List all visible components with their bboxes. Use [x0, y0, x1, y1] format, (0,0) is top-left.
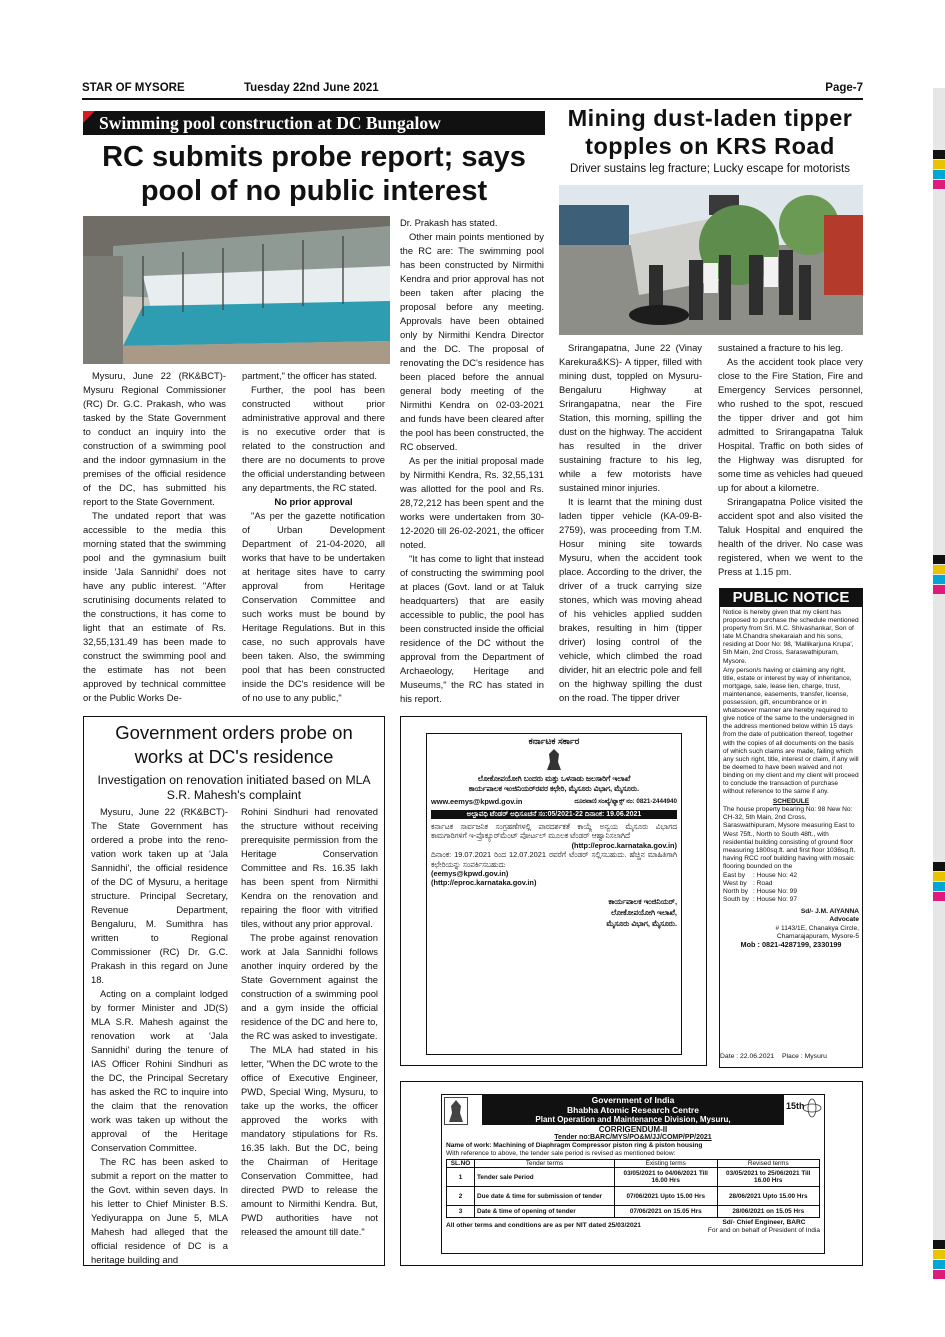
table-header-cell: Existing terms	[615, 1160, 718, 1168]
story3-col2-para: Rohini Sindhuri had renovated the structure without receiving prerequisite permission from the Heritage Conservation Committee and Rs. 16.35 lakh has been spent from Nirmithi Kendra on the renovation and repairing the floor with vitrified tiles, without any prior approval.	[241, 806, 378, 929]
barc-ad-inner	[441, 1094, 825, 1254]
ad-phone: ದೂರವಾಣಿ ಸಂಖ್ಯೆ/ಫ್ಯಾಕ್ಸ್ ನಂ: 0821-2444940	[574, 798, 677, 806]
story3-col1-para: Acting on a complaint lodged by former Minister and JD(S) MLA S.R. Mahesh against the renovation work at 'Jala Sannidhi' during the tenure of IAS Officer Rohini Sindhuri as the DC, the Principal Secretary has asked the RC to inquire into the claim that the renovation work was taken up without the approval of the Heritage Conservation Committee.	[91, 988, 228, 1153]
ad-portal2: (http://eproc.karnataka.gov.in)	[431, 878, 537, 888]
boundary-row: North by : House No: 99	[723, 888, 797, 896]
story2-column-2	[718, 341, 863, 579]
barc-footer: All other terms and conditions are as per NIT dated 25/03/2021	[446, 1222, 641, 1229]
story2-col2-para: Srirangapatna Police visited the accident spot and also visited the Taluk Hospital and enquired the health of the driver. No case was registered, when we went to the Press at 1.15 pm.	[718, 496, 863, 577]
barc-div: Plant Operation and Maintenance Division, Mysuru,	[482, 1115, 784, 1125]
ad-signature-3: ಮೈಸೂರು ವಿಭಾಗ, ಮೈಸೂರು.	[606, 918, 677, 928]
story2-col1-para: Srirangapatna, June 22 (Vinay Karekura&KS)- A tipper, filled with mining dust, toppled on Mysuru-Bengaluru Highway at Srirangapatna, near the Fire Station, this morning, spilling the dust on the highway. The accident has resulted in the driver sustaining fracture to his leg, while a few motorists have sustained minor injuries.	[559, 342, 702, 493]
ad-notice-number: ಅಲ್ಪಾವಧಿ ಟೆಂಡರ್ ಅಧಿಸೂಚನೆ ಸಂ:05/2021-22 ದಿನಾಂಕ: 19.06.2021	[431, 810, 677, 819]
story3-headline: Government orders probe on works at DC's residence	[115, 722, 353, 767]
ad-dept: ಲೋಕೋಪಯೋಗಿ ಬಂದರು ಮತ್ತು ಒಳನಾಡು ಜಲಸಾರಿಗೆ ಇಲಾಖೆ	[477, 774, 631, 784]
barc-work: Name of work: Machining of Diaphragm Compressor piston ring & piston housing	[446, 1142, 703, 1149]
kicker-text: Swimming pool construction at DC Bungalow	[99, 113, 441, 133]
issue-date: Tuesday 22nd June 2021	[244, 82, 379, 94]
kicker-bar	[83, 111, 545, 135]
paper-name: STAR OF MYSORE	[82, 82, 185, 94]
tipper-photo-image	[559, 185, 863, 335]
story2-subhead: Driver sustains leg fracture; Lucky escape for motorists	[570, 163, 850, 175]
table-cell: 28/06/2021 Upto 15.00 Hrs	[717, 1187, 820, 1206]
signer-role: Advocate	[829, 916, 859, 924]
public-notice-body: Notice is hereby given that my client has proposed to purchase the schedule mentioned property from Sri. M.C. Shivashankar, Son of late M.Chandra shekaraiah and his sons, residing at Door No: 98, 'Mallikarjuna Krupa', 5th Main, 2nd Cross, Saraswathipuram, Mysore.	[723, 609, 859, 665]
story2-col2-para: sustained a fracture to his leg.	[718, 342, 844, 353]
story3-column-1	[91, 805, 228, 1267]
ad-signature-1: ಕಾರ್ಯಪಾಲಕ ಇಂಜಿನಿಯರ್,	[608, 896, 677, 906]
signer-address-2: Chamarajapuram, Mysore-5	[776, 932, 859, 940]
story3-col1-para: Mysuru, June 22 (RK&BCT)- The State Government has ordered a probe into the reno-vation work taken up at 'Jala Sannidhi', the official residence of the DC of Mysuru, a heritage structure. Principal Secretary, Revenue Department, Bengaluru, M. Sumithra has written to Regional Commissioner (RC) Dr. G.C. Prakash in this regard on June 18.	[91, 806, 228, 985]
registration-mark	[933, 160, 945, 169]
barc-reference: With reference to above, the tender sale period is revised as mentioned below:	[446, 1150, 676, 1157]
barc-logo-text: 15th	[786, 1101, 805, 1111]
table-cell: 28/06/2021 on 15.05 Hrs	[717, 1206, 820, 1218]
story1-col2-para: partment," the officer has stated.	[242, 370, 377, 381]
signer-name: Sd/- J.M. AIYANNA	[800, 908, 859, 916]
table-cell: Due date & time for submission of tender	[475, 1187, 615, 1206]
story3-col1-para: The RC has been asked to submit a report on the matter to the Govt. within seven days. In his letter to Chief Minister B.S. Yediyurappa on June 5, MLA Mahesh had alleged that the official residence of DC is a heritage building and	[91, 1156, 228, 1265]
barc-tender-no: Tender no:BARC/MYS/PO&M/JJ/COMP/PP/2021	[554, 1134, 712, 1141]
public-notice-body2: Any person/s having or claiming any right, title, estate or interest by way of inheritance, mortgage, sale, lease lien, charge, trust, maintenance, easements, transfer, license, possession, gift, encumbrance or in whatsoever manner are hereby required to give notice of the same to the undersigned in the address mentioned below within 15 days from the date of publication thereof, together with the copies of all documents on the basis of which such claims are made, failing which any such right, title, interest or claim, if any will be deemed to have been waived and not binding on my client and my client will proceed to conclude the transaction of purchase without reference to the same if any.	[723, 666, 859, 796]
masthead	[82, 82, 863, 96]
table-header-row	[447, 1160, 820, 1168]
table-cell: 07/06/2021 on 15.05 Hrs	[615, 1206, 718, 1218]
story1-col3-para: Other main points mentioned by the RC are: The swimming pool has been constructed by Nirmithi Kendra and prior approval has not been taken after placing the proposal before any meeting. Approvals have been obtained only by Nirmithi Kendra Director and the DC. The proposal of renovating the DC's residence has been placed before the annual general body meeting of the Nirmithi Kendra on 02-03-2021 and funds have been cleared after the pool has been constructed, the RC observed.	[400, 231, 544, 452]
ad-email: www.eemys@kpwd.gov.in	[431, 797, 523, 807]
public-notice-title: PUBLIC NOTICE	[720, 589, 862, 607]
table-row	[447, 1187, 820, 1206]
ad-signature-2: ಲೋಕೋಪಯೋಗಿ ಇಲಾಖೆ,	[611, 907, 677, 917]
notice-footer	[720, 1053, 862, 1060]
table-header-cell: SL.NO	[447, 1160, 475, 1168]
story2-col2-para: As the accident took place very close to the Fire Station, Fire and Emergency Services personnel, who rushed to the spot, rescued the tipper driver and got him admitted to Srirangapatna Taluk Hospital. Traffic on both sides of the Highway was disrupted for some time as vehicles had queued up for about a kilometre.	[718, 356, 863, 493]
kannada-ad-outer	[400, 716, 707, 1066]
registration-mark	[933, 892, 945, 901]
story1-col3-para: As per the initial proposal made by Nirmithi Kendra, Rs. 32,55,131 was allotted for the pool and Rs. 28,72,212 has been spent and the works were undertaken from 30-12-2020 till 26-02-2021, the officer noted.	[400, 455, 544, 550]
schedule-title: SCHEDULE	[772, 798, 810, 806]
pool-photo	[83, 216, 390, 364]
registration-mark	[933, 585, 945, 594]
schedule-text: The house property bearing No: 98 New No: CH-32, 5th Main, 2nd Cross, Saraswathipuram, Mysore measuring East to West 75ft., North to South 48ft., with residential building consisting of ground floor measuring 1800sq.ft. and first floor 1036sq.ft. having RCC roof building having with mosaic flooring bounded on the	[723, 806, 856, 870]
table-header-cell: Revised terms	[717, 1160, 820, 1168]
state-emblem-icon	[544, 748, 564, 772]
table-cell: 03/05/2021 to 25/06/2021 Till 16.00 Hrs	[717, 1168, 820, 1187]
page-number: Page-7	[825, 82, 863, 94]
table-row	[447, 1206, 820, 1218]
boundaries-list	[723, 872, 859, 904]
ad-email2: (eemys@kpwd.gov.in)	[431, 869, 509, 879]
story3-col2-para: The MLA had stated in his letter, "When the DC wrote to the office of Executive Engineer, PWD, Special Wing, Mysuru, to take up the works, the officer approved the works with mandatory stipulations for Rs. 16.35 lakh. But the DC, being the Chairman of Heritage Conservation Committee, had directed PWD to release the amount to Nirmithi Kendra. But, PWD authorities have not released the amount till date."	[241, 1044, 378, 1237]
barc-emblem-icon	[444, 1097, 468, 1125]
registration-mark	[933, 1260, 945, 1269]
notice-date: Date : 22.06.2021	[720, 1053, 775, 1060]
barc-anniversary-logo	[786, 1097, 822, 1123]
registration-mark	[933, 150, 945, 159]
story1-headline: RC submits probe report; says pool of no public interest	[102, 141, 526, 207]
registration-mark	[933, 1240, 945, 1249]
table-cell: 3	[447, 1206, 475, 1218]
barc-ad-outer	[400, 1081, 863, 1266]
boundary-row: East by : House No: 42	[723, 872, 797, 879]
barc-terms-table	[446, 1159, 820, 1218]
story3-col2-para: The probe against renovation work at Jala Sannidhi follows another inquiry ordered by the State Government against the construction of a swimming pool and a gym inside the official residence of the DC and here to, the RC was asked to investigate.	[241, 932, 378, 1041]
story1-subhead: No prior approval	[274, 496, 353, 507]
print-margin-strip	[933, 88, 945, 1248]
story1-col3-para: "It has come to light that instead of constructing the swimming pool at places (Govt. land or at Taluk headquarters) that are easily accessible to public, the pool has been constructed inside the official residence of the DC without the approval from the Department of Archaeology, Heritage and Museums," the RC has stated in his report.	[400, 553, 544, 704]
barc-gov: Government of India	[482, 1095, 784, 1105]
signer-address-1: # 1143/1E, Chanakya Circle,	[775, 924, 859, 932]
story1-column-3	[400, 216, 544, 706]
story1-col1-para: The undated report that was accessible to the media this morning stated that the swimming pool and the gymnasium built inside 'Jala Sannidhi' does not have any public interest. "After scrutinising documents related to the constructions, it has come to light that an estimate of Rs. 32,55,131.49 has been made to construct the swimming pool and the estimate has not been approved by technical committee or the Public Works De-	[83, 510, 226, 703]
story1-col1-para: Mysuru, June 22 (RK&BCT)- Mysuru Regional Commissioner (RC) Dr. G.C. Prakash, who was tasked by the State Government to conduct an inquiry into the construction of a swimming pool and the indoor gymnasium in the premises of the official residence of the DC, has submitted his report to the State Government.	[83, 370, 226, 507]
story1-col2-para: Further, the pool has been constructed without prior administrative approval and there is no executive order that is related to the construction and there are no documents to prove the official understanding between any departments, the RC stated.	[242, 384, 385, 493]
tipper-photo	[559, 185, 863, 335]
notice-place: Place : Mysuru	[781, 1053, 827, 1060]
registration-mark	[933, 862, 945, 871]
kannada-ad-inner	[426, 733, 682, 1055]
registration-mark	[933, 170, 945, 179]
table-header-cell: Tender terms	[475, 1160, 615, 1168]
story2-col1-para: It is learnt that the mining dust laden tipper vehicle (KA-09-B-2759), was proceeding from T.M. Hosur mining site towards Mysuru, when the accident took place. According to the driver, the driver of a truck carrying size stones, which was moving ahead of his vehicles applied sudden brakes, resulting in him (tipper driver) losing control of the vehicle, which climbed the road divider, hit an electric pole and fell on the highway spilling the dust on the road. The tipper driver	[559, 496, 702, 703]
table-cell: 03/05/2021 to 04/06/2021 Till 16.00 Hrs	[615, 1168, 718, 1187]
registration-mark	[933, 575, 945, 584]
table-cell: Tender sale Period	[475, 1168, 615, 1187]
kicker-corner-mark	[83, 111, 95, 123]
ad-office: ಕಾರ್ಯಪಾಲಕ ಇಂಜಿನಿಯರ್‌ರವರ ಕಛೇರಿ, ಮೈಸೂರು ವಿಭಾಗ, ಮೈಸೂರು.	[468, 783, 640, 793]
ad-gov-title: ಕರ್ನಾಟಕ ಸರ್ಕಾರ	[528, 736, 580, 746]
registration-mark	[933, 180, 945, 189]
registration-mark	[933, 872, 945, 881]
story2-column-1	[559, 341, 702, 705]
registration-mark	[933, 882, 945, 891]
barc-signature-role: For and on behalf of President of India	[707, 1227, 820, 1234]
registration-mark	[933, 555, 945, 564]
registration-mark	[933, 565, 945, 574]
ad-portal: (http://eproc.karnataka.gov.in)	[571, 840, 677, 850]
public-notice-box	[719, 588, 863, 1068]
story1-column-2	[242, 369, 385, 705]
ad-body2: ದಿನಾಂಕ: 19.07.2021 ರಿಂದ 12.07.2021 ರವರೆಗೆ ಟೆಂಡರ್ ಸಲ್ಲಿಸಬಹುದು. ಹೆಚ್ಚಿನ ಮಾಹಿತಿಗಾಗಿ ಕಛೇರಿಯನ್ನು ಸಂಪರ್ಕಿಸಬಹುದು	[431, 850, 677, 869]
boundary-row: South by : House No: 97	[723, 896, 797, 904]
table-row	[447, 1168, 820, 1187]
story3-column-2	[241, 805, 378, 1239]
story1-col2-para: "As per the gazette notification of Urban Development Department of 21-04-2020, all works that have to be undertaken at heritage sites have to carry approval from Heritage Conservation Committee and such works must be bound by Heritage Regulations. But in this case, no such approvals have been taken. Also, the swimming pool that has been constructed inside the DC's residence will be of no use to any public,"	[242, 510, 385, 703]
story2-headline: Mining dust-laden tipper topples on KRS Road	[567, 105, 853, 159]
barc-signature: Sd/- Chief Engineer, BARC	[722, 1219, 806, 1226]
table-cell: 07/06/2021 Upto 15.00 Hrs	[615, 1187, 718, 1206]
ad-body: ಕರ್ನಾಟಕ ಸಾರ್ವಜನಿಕ ಸಂಗ್ರಹಣೆಗಳಲ್ಲಿ ಪಾರದರ್ಶಕತೆ ಕಾಯ್ದೆ ಅನ್ವಯ ಮೈಸೂರು ವಿಭಾಗದ ಕಾಮಗಾರಿಗಳಿಗೆ ಇ-ಪ್ರೊಕ್ಯೂರ್‌ಮೆಂಟ್ ಪೋರ್ಟಲ್ ಮೂಲಕ ಟೆಂಡರ್ ಆಹ್ವಾನಿಸಲಾಗಿದೆ	[431, 822, 677, 841]
story1-col3-para: Dr. Prakash has stated.	[400, 217, 498, 228]
registration-mark	[933, 1270, 945, 1279]
signer-mobile: Mob : 0821-4287199, 2330199	[740, 939, 842, 949]
boundary-row: West by : Road	[723, 880, 773, 888]
story3-subhead: Investigation on renovation initiated based on MLA S.R. Mahesh's complaint	[97, 773, 371, 802]
registration-mark	[933, 1250, 945, 1259]
pool-photo-image	[83, 216, 390, 364]
table-cell: 2	[447, 1187, 475, 1206]
story1-column-1	[83, 369, 226, 705]
barc-org: Bhabha Atomic Research Centre	[482, 1105, 784, 1115]
table-cell: Date & time of opening of tender	[475, 1206, 615, 1218]
table-cell: 1	[447, 1168, 475, 1187]
header-rule	[82, 98, 863, 100]
barc-corrigendum: CORRIGENDUM-II	[598, 1125, 668, 1134]
